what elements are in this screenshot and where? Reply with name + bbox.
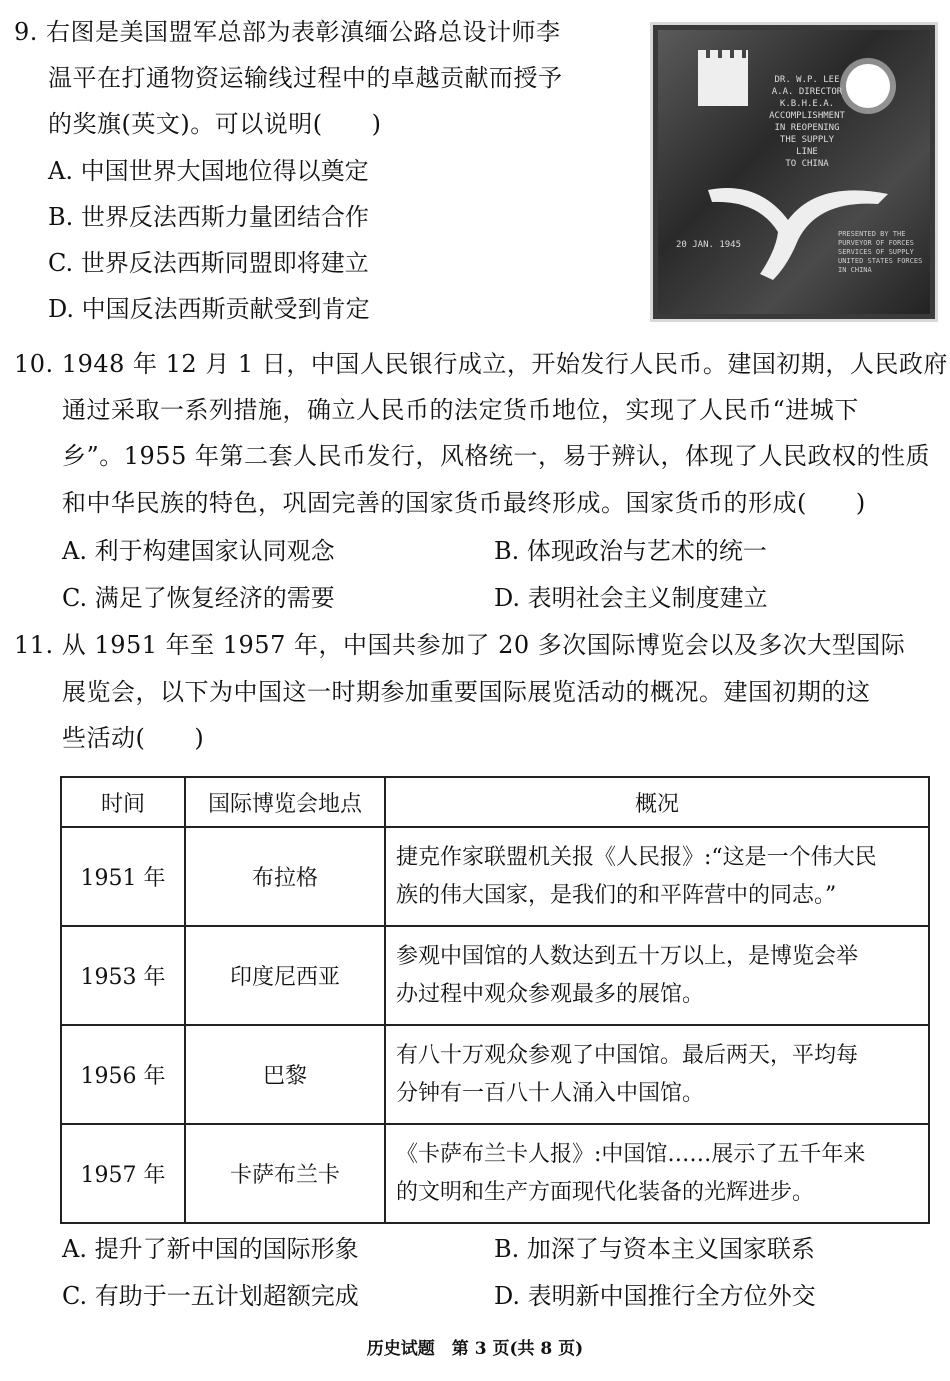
row-summary-line: 有八十万观众参观了中国馆。最后两天，平均每 [396, 1042, 859, 1068]
row-summary-line: 的文明和生产方面现代化装备的光辉进步。 [396, 1179, 815, 1205]
row-summary-line: 族的伟大国家，是我们的和平阵营中的同志。” [396, 882, 837, 908]
q9-line-1: 9. 右图是美国盟军总部为表彰滇缅公路总设计师李 [14, 18, 561, 46]
q10-option-a: A. 利于构建国家认同观念 [62, 537, 335, 565]
q11-option-c: C. 有助于一五计划超额完成 [62, 1282, 359, 1310]
flag-text: DR. W.P. LEE A.A. DIRECTOR K.B.H.E.A. ACCOMPLISHMENT IN REOPENING THE SUPPLY LINE TO CHINA [769, 75, 845, 169]
row-year: 1957 年 [61, 1124, 185, 1223]
header-time: 时间 [61, 777, 185, 827]
row-summary-line: 分钟有一百八十人涌入中国馆。 [396, 1080, 705, 1106]
flag-footer-text: PRESENTED BY THE PURVEYOR OF FORCES SERVICES OF SUPPLY UNITED STATES FORCES IN CHINA [838, 230, 923, 274]
row-location: 印度尼西亚 [185, 926, 385, 1025]
q10-option-b: B. 体现政治与艺术的统一 [494, 537, 767, 565]
q10-line-1: 10. 1948 年 12 月 1 日，中国人民银行成立，开始发行人民币。建国初期，人民政府 [14, 350, 948, 378]
q10-option-d: D. 表明社会主义制度建立 [494, 584, 768, 612]
q9-line-2: 温平在打通物资运输线过程中的卓越贡献而授予 [48, 64, 563, 92]
q10-line-3: 乡”。1955 年第二套人民币发行，风格统一，易于辨认，体现了人民政权的性质 [62, 442, 930, 470]
q11-line-1: 11. 从 1951 年至 1957 年，中国共参加了 20 多次国际博览会以及多次大型国际 [14, 631, 906, 659]
row-year: 1953 年 [61, 926, 185, 1025]
page-footer: 历史试题 第 3 页(共 8 页) [366, 1339, 584, 1359]
q9-option-c: C. 世界反法西斯同盟即将建立 [48, 249, 369, 277]
row-year: 1951 年 [61, 827, 185, 926]
row-summary [385, 827, 929, 926]
q9-option-a: A. 中国世界大国地位得以奠定 [48, 157, 369, 185]
q11-option-a: A. 提升了新中国的国际形象 [62, 1235, 359, 1263]
expo-table [60, 776, 930, 1224]
table-row [61, 827, 929, 926]
flag-date: 20 JAN. 1945 [676, 240, 742, 250]
table-header-row [61, 777, 929, 827]
q11-line-2: 展览会，以下为中国这一时期参加重要国际展览活动的概况。建国初期的这 [62, 678, 871, 706]
row-summary [385, 1124, 929, 1223]
row-summary [385, 926, 929, 1025]
row-summary-line: 办过程中观众参观最多的展馆。 [396, 981, 705, 1007]
row-summary [385, 1025, 929, 1124]
row-location: 卡萨布兰卡 [185, 1124, 385, 1223]
q9-line-3: 的奖旗(英文)。可以说明( ) [48, 110, 382, 138]
award-flag-image [650, 22, 938, 322]
q9-option-d: D. 中国反法西斯贡献受到肯定 [48, 295, 370, 323]
q10-line-2: 通过采取一系列措施，确立人民币的法定货币地位，实现了人民币“进城下 [62, 396, 859, 424]
row-summary-line: 《卡萨布兰卡人报》:中国馆……展示了五千年来 [396, 1141, 866, 1167]
table-row [61, 1124, 929, 1223]
sun-emblem-icon [846, 64, 890, 108]
row-summary-line: 参观中国馆的人数达到五十万以上，是博览会举 [396, 943, 859, 969]
q9-option-b: B. 世界反法西斯力量团结合作 [48, 203, 369, 231]
table-row [61, 926, 929, 1025]
header-location: 国际博览会地点 [185, 777, 385, 827]
row-location: 布拉格 [185, 827, 385, 926]
row-year: 1956 年 [61, 1025, 185, 1124]
q10-option-c: C. 满足了恢复经济的需要 [62, 584, 335, 612]
row-location: 巴黎 [185, 1025, 385, 1124]
row-summary-line: 捷克作家联盟机关报《人民报》:“这是一个伟大民 [396, 844, 877, 870]
header-summary: 概况 [385, 777, 929, 827]
castle-emblem-icon [698, 58, 748, 106]
q11-line-3: 些活动( ) [62, 724, 205, 752]
q11-option-b: B. 加深了与资本主义国家联系 [494, 1235, 815, 1263]
q11-option-d: D. 表明新中国推行全方位外交 [494, 1282, 816, 1310]
table-row [61, 1025, 929, 1124]
q10-line-4: 和中华民族的特色，巩固完善的国家货币最终形成。国家货币的形成( ) [62, 489, 866, 517]
